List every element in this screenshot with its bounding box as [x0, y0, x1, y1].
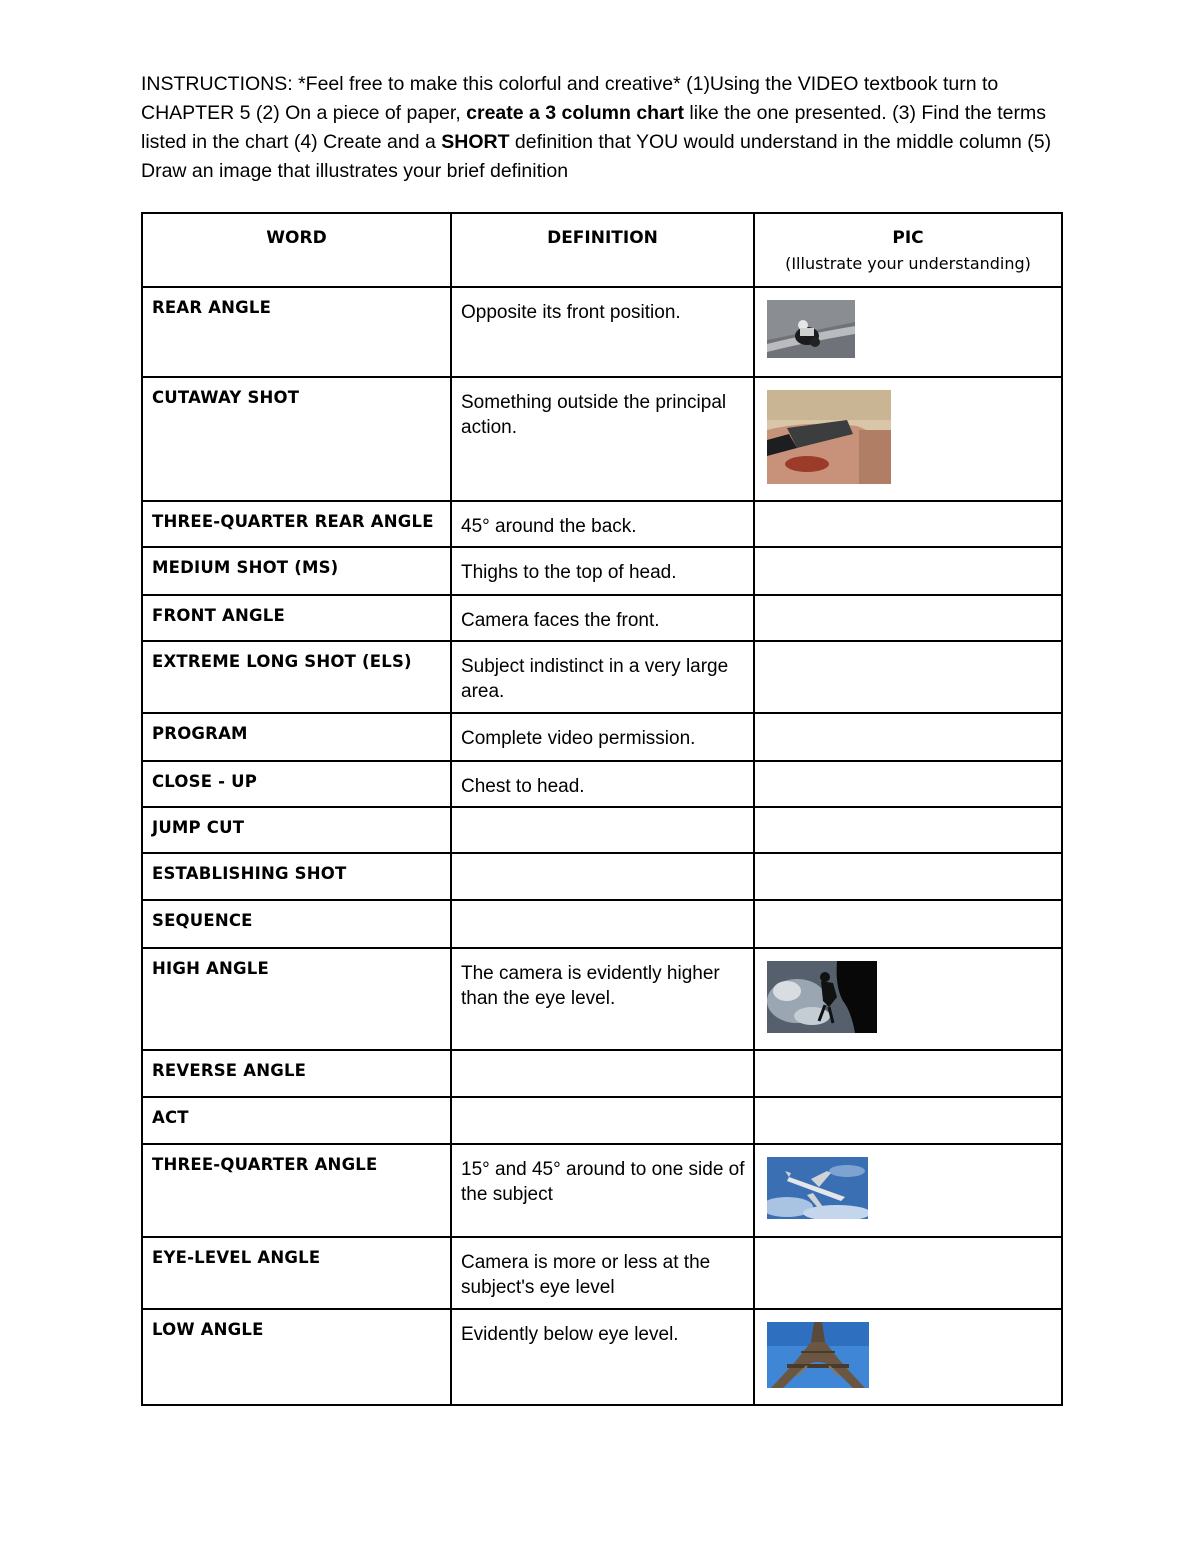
pic-cell: [754, 807, 1062, 853]
header-pic-label: PIC: [892, 228, 924, 248]
word-cell: MEDIUM SHOT (MS): [142, 547, 451, 595]
definition-cell: [451, 900, 754, 948]
pic-cell: [754, 501, 1062, 547]
knife-cut-arm-photo: [767, 390, 891, 484]
definition-cell: The camera is evidently higher than the eye level.: [451, 948, 754, 1050]
table-row: [142, 713, 1062, 761]
table-row: [142, 853, 1062, 900]
word-cell: FRONT ANGLE: [142, 595, 451, 641]
definition-cell: Chest to head.: [451, 761, 754, 807]
pic-cell: [754, 1237, 1062, 1309]
definition-cell: 15° and 45° around to one side of the subject: [451, 1144, 754, 1237]
word-cell: CLOSE - UP: [142, 761, 451, 807]
pic-cell: [754, 1144, 1062, 1237]
word-cell: PROGRAM: [142, 713, 451, 761]
table-row: [142, 1309, 1062, 1405]
climber-silhouette-sky-photo: [767, 961, 877, 1033]
header-pic-sublabel: (Illustrate your understanding): [785, 254, 1031, 273]
definition-cell: Opposite its front position.: [451, 287, 754, 377]
table-row: [142, 595, 1062, 641]
instructions-paragraph: [141, 70, 1071, 186]
pic-cell: [754, 713, 1062, 761]
eiffel-tower-low-angle-photo: [767, 1322, 869, 1388]
pic-cell: [754, 900, 1062, 948]
motorcycle-rider-photo: [767, 300, 855, 358]
table-row: [142, 641, 1062, 713]
definition-cell: 45° around the back.: [451, 501, 754, 547]
table-row: [142, 1144, 1062, 1237]
word-cell: ESTABLISHING SHOT: [142, 853, 451, 900]
word-cell: THREE-QUARTER REAR ANGLE: [142, 501, 451, 547]
table-row: [142, 900, 1062, 948]
definition-cell: Camera faces the front.: [451, 595, 754, 641]
header-definition: DEFINITION: [451, 213, 754, 287]
word-cell: CUTAWAY SHOT: [142, 377, 451, 501]
instructions-text-3: definition that YOU would understand in the middle column (5) Draw an image that illustrates your brief definition: [141, 131, 1052, 182]
pic-cell: [754, 287, 1062, 377]
pic-cell: [754, 641, 1062, 713]
definition-cell: [451, 1050, 754, 1097]
vocabulary-chart: [141, 212, 1063, 1406]
pic-cell: [754, 853, 1062, 900]
table-row: [142, 807, 1062, 853]
definition-cell: [451, 853, 754, 900]
definition-cell: Evidently below eye level.: [451, 1309, 754, 1405]
pic-cell: [754, 377, 1062, 501]
definition-cell: Thighs to the top of head.: [451, 547, 754, 595]
pic-cell: [754, 1097, 1062, 1144]
pic-cell: [754, 1309, 1062, 1405]
pic-cell: [754, 595, 1062, 641]
table-row: [142, 377, 1062, 501]
instructions-bold-1: create a 3 column chart: [466, 102, 684, 124]
definition-cell: Complete video permission.: [451, 713, 754, 761]
table-row: [142, 501, 1062, 547]
table-row: [142, 948, 1062, 1050]
word-cell: ACT: [142, 1097, 451, 1144]
definition-cell: [451, 1097, 754, 1144]
table-row: [142, 1237, 1062, 1309]
word-cell: LOW ANGLE: [142, 1309, 451, 1405]
definition-cell: Camera is more or less at the subject's eye level: [451, 1237, 754, 1309]
word-cell: EYE-LEVEL ANGLE: [142, 1237, 451, 1309]
word-cell: REAR ANGLE: [142, 287, 451, 377]
table-row: [142, 287, 1062, 377]
definition-cell: Something outside the principal action.: [451, 377, 754, 501]
definition-cell: [451, 807, 754, 853]
definition-cell: Subject indistinct in a very large area.: [451, 641, 754, 713]
header-word: WORD: [142, 213, 451, 287]
instructions-text-1: INSTRUCTIONS: *Feel free to make this colorful and creative* (1)Using the VIDEO textbook turn to CHAPTER 5 (2) On a piece of paper,: [141, 73, 999, 124]
instructions-bold-2: SHORT: [441, 131, 510, 153]
table-row: [142, 1097, 1062, 1144]
table-row: [142, 547, 1062, 595]
pic-cell: [754, 761, 1062, 807]
airplane-over-clouds-photo: [767, 1157, 868, 1219]
pic-cell: [754, 547, 1062, 595]
header-row: [142, 213, 1062, 287]
word-cell: HIGH ANGLE: [142, 948, 451, 1050]
instructions-text-2: like the one presented. (3) Find the terms listed in the chart (4) Create and a: [141, 102, 1047, 153]
word-cell: SEQUENCE: [142, 900, 451, 948]
header-pic: [754, 213, 1062, 287]
word-cell: JUMP CUT: [142, 807, 451, 853]
table-row: [142, 761, 1062, 807]
word-cell: REVERSE ANGLE: [142, 1050, 451, 1097]
table-row: [142, 1050, 1062, 1097]
word-cell: THREE-QUARTER ANGLE: [142, 1144, 451, 1237]
pic-cell: [754, 1050, 1062, 1097]
word-cell: EXTREME LONG SHOT (ELS): [142, 641, 451, 713]
pic-cell: [754, 948, 1062, 1050]
